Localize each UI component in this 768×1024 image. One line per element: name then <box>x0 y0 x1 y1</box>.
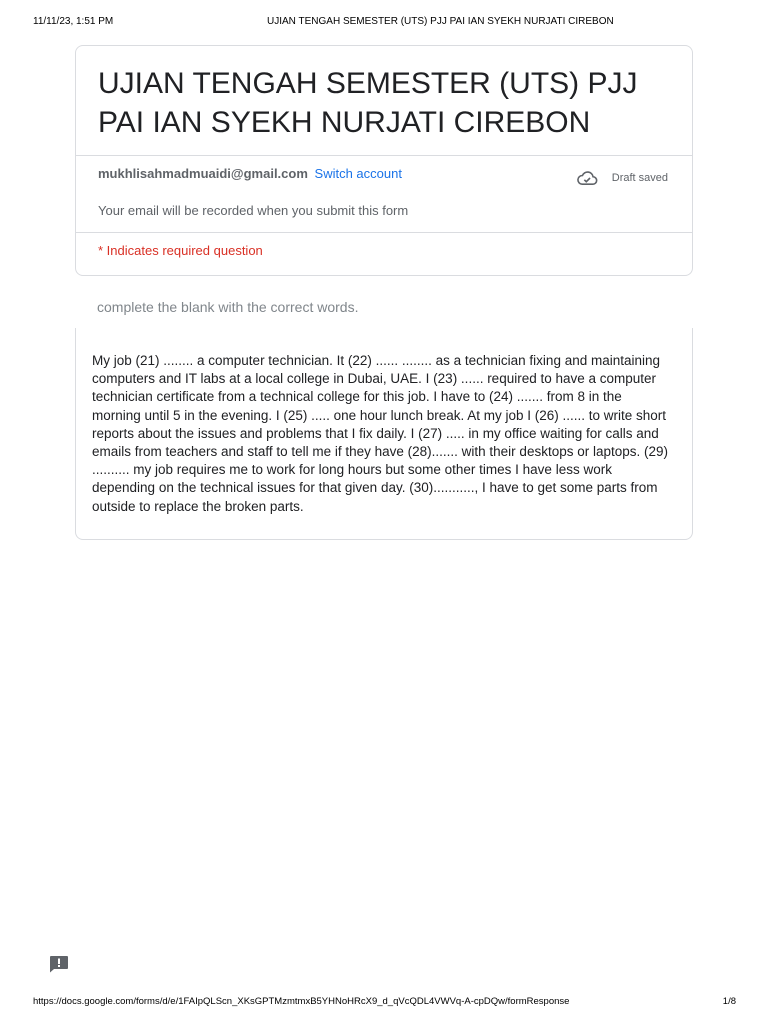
required-question-note: * Indicates required question <box>98 243 263 258</box>
print-title: UJIAN TENGAH SEMESTER (UTS) PJJ PAI IAN SYEKH NURJATI CIREBON <box>267 16 614 27</box>
form-header-card <box>75 45 693 276</box>
account-email: mukhlisahmadmuaidi@gmail.com <box>98 166 308 181</box>
switch-account-link[interactable]: Switch account <box>314 166 402 181</box>
print-datetime: 11/11/23, 1:51 PM <box>33 16 114 27</box>
email-record-note: Your email will be recorded when you submit this form <box>98 203 409 218</box>
form-title: UJIAN TENGAH SEMESTER (UTS) PJJ PAI IAN SYEKH NURJATI CIREBON <box>98 67 638 139</box>
header-divider <box>76 155 692 156</box>
draft-status-label: Draft saved <box>611 172 668 184</box>
print-url: https://docs.google.com/forms/d/e/1FAIpQLScn_XKsGPTMzmtmxB5YHNoHRcX9_d_qVcQDL4VWVq-A-cpDQw/formResponse <box>33 996 570 1007</box>
section-instruction: complete the blank with the correct words. <box>97 299 359 315</box>
account-row <box>98 166 402 181</box>
feedback-icon[interactable] <box>49 955 69 973</box>
page-number: 1/8 <box>722 996 736 1007</box>
draft-status <box>576 170 668 186</box>
question-text: My job (21) ........ a computer technician. It (22) ...... ........ as a technician fixing and maintaining computers and IT labs at a local college in Dubai, UAE. I (23) ...... required to have a computer technician certificate from a technical college for this job. I have to (24) ....... from 8 in the morning until 5 in the evening. I (25) ..... one hour lunch break. At my job I (26) ...... to write short reports about the issues and problems that I fix daily. I (27) ..... in my office waiting for calls and emails from teachers and staff to tell me if they have (28)....... with their desktops or laptops. (29) .......... my job requires me to work for long hours but some other times I have less work depending on the technical issues for that given day. (30)..........., I have to get some parts from outside to replace the broken parts. <box>92 353 669 514</box>
cloud-check-icon <box>576 170 598 186</box>
header-divider-2 <box>76 232 692 233</box>
question-card <box>75 328 693 540</box>
